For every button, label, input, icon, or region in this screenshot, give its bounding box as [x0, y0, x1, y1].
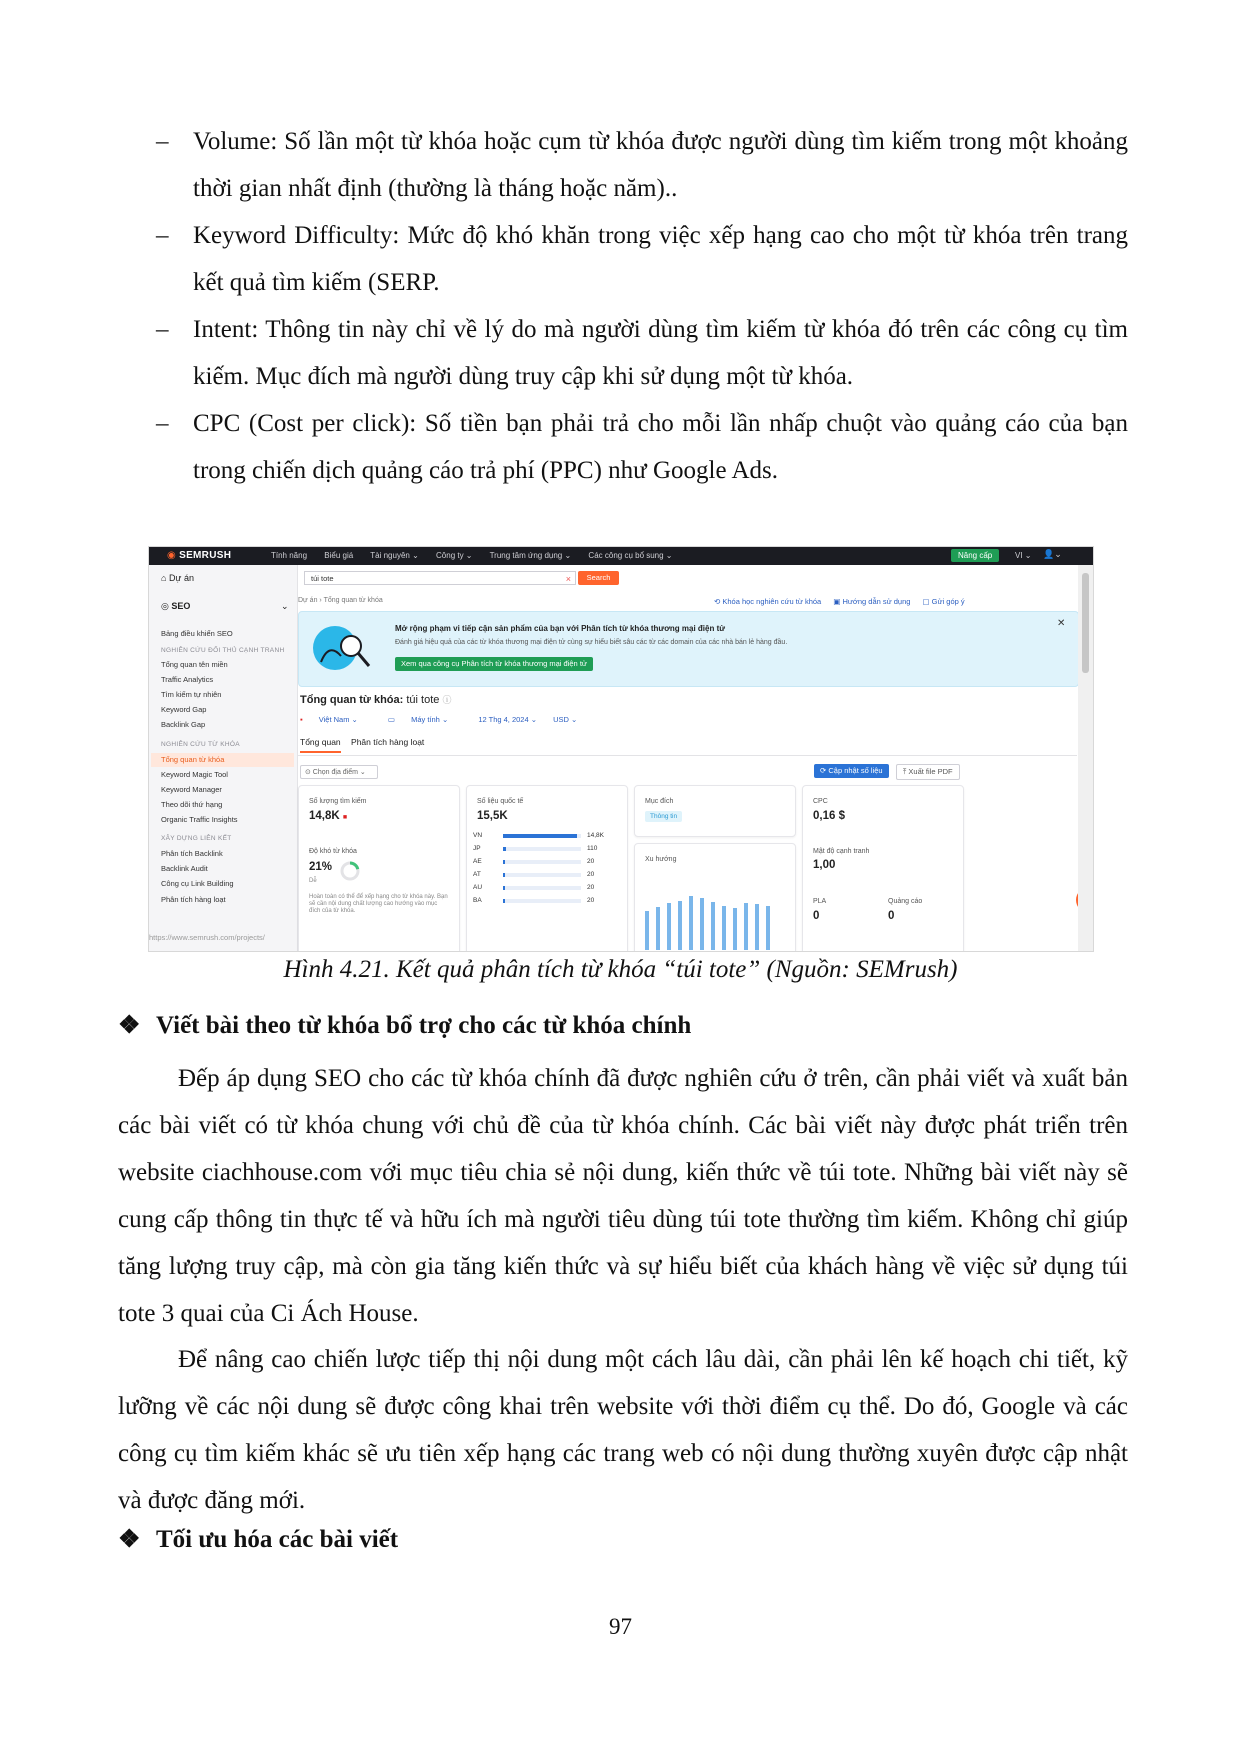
nav-features[interactable]: Tính năng: [271, 551, 308, 560]
scrollbar-thumb[interactable]: [1082, 573, 1089, 673]
trend-card: [634, 843, 796, 952]
country-bar-track: [503, 899, 581, 903]
diamond-bullet-icon: ❖: [118, 1012, 141, 1039]
divider: [298, 755, 1077, 756]
search-button[interactable]: Search: [578, 571, 619, 585]
trend-bar: [733, 908, 737, 950]
list-item-text: Volume: Số lần một từ khóa hoặc cụm từ khóa được người dùng tìm kiếm trong một khoảng thời gian nhất định (thường là tháng hoặc năm)..: [193, 128, 1128, 202]
competition-value: 1,00: [813, 859, 836, 871]
trend-bar: [645, 911, 649, 950]
volume-value: 14,8K ■: [309, 810, 348, 822]
definition-list: [118, 118, 1128, 494]
country-filter[interactable]: ▪ Việt Nam ⌄: [300, 715, 358, 724]
cpc-label: CPC: [813, 798, 828, 805]
sidebar-item[interactable]: Tìm kiếm tự nhiên: [161, 690, 222, 699]
monitor-icon: ▭: [387, 715, 398, 724]
trend-bar: [766, 906, 770, 950]
sidebar: [149, 565, 298, 951]
intent-badge: Thông tin: [645, 811, 682, 822]
cpc-value: 0,16 $: [813, 810, 845, 822]
list-item-text: CPC (Cost per click): Số tiền bạn phải trả cho mỗi lần nhấp chuột vào quảng cáo của bạn trong chiến dịch quảng cáo trả phí (PPC) như Google Ads.: [193, 410, 1128, 484]
section-heading: ❖ Tối ưu hóa các bài viết: [118, 1526, 399, 1553]
country-bar-track: [503, 873, 581, 877]
country-code: VN: [473, 832, 483, 839]
sidebar-item[interactable]: Công cụ Link Building: [161, 879, 234, 888]
nav-resources[interactable]: Tài nguyên ⌄: [370, 551, 419, 560]
country-bar-track: [503, 847, 581, 851]
semrush-logo[interactable]: ◉ SEMRUSH: [167, 550, 232, 561]
country-code: AE: [473, 858, 482, 865]
language-select[interactable]: VI ⌄: [1015, 551, 1032, 560]
list-item-text: Intent: Thông tin này chỉ về lý do mà người dùng tìm kiếm từ khóa đó trên các công cụ tìm kiếm. Mục đích mà người dùng truy cập khi sử dụng một từ khóa.: [193, 316, 1128, 390]
sidebar-item[interactable]: Phân tích Backlink: [161, 849, 223, 858]
nav-app-center[interactable]: Trung tâm ứng dụng ⌄: [489, 551, 572, 560]
figure-caption: Hình 4.21. Kết quả phân tích từ khóa “túi tote” (Nguồn: SEMrush): [283, 956, 958, 983]
trend-bar: [689, 896, 693, 950]
country-value: 110: [587, 845, 598, 852]
list-item: – Keyword Difficulty: Mức độ khó khăn trong việc xếp hạng cao cho một từ khóa trên trang kết quả tìm kiếm (SERP.: [156, 222, 1128, 296]
search-input[interactable]: túi tote ×: [304, 571, 576, 585]
top-nav: [271, 551, 688, 560]
intent-label: Mục đích: [645, 798, 674, 805]
paragraph: Đếp áp dụng SEO cho các từ khóa chính đã được nghiên cứu ở trên, cần phải viết và xuất bản các bài viết có từ khóa chung với chủ đề của từ khóa chính. Các bài viết này được phát triển trên website ciachhouse.com với mục tiêu chia sẻ nội dung, kiến thức về túi tote. Những bài viết này sẽ cung cấp thông tin thực tế và hữu ích mà người tiêu dùng túi tote thường tìm kiếm. Không chỉ giúp tăng lượng truy cập, mà còn gia tăng kiến thức và sự hiểu biết của khách hàng về việc sử dụng túi tote 3 quai của Ci Ách House.: [118, 1065, 1128, 1327]
kd-gauge-icon: [339, 860, 361, 882]
page-title: Tổng quan từ khóa: túi tote ⓘ: [300, 694, 452, 706]
country-bar: [503, 873, 505, 877]
country-bar: [503, 899, 505, 903]
page-number: 97: [609, 1614, 632, 1639]
trend-bar: [667, 903, 671, 950]
kd-description: Hoàn toàn có thể để xếp hạng cho từ khóa này. Bạn sẽ cần nội dung chất lượng cao hướng vào mục đích của từ khóa.: [309, 894, 448, 914]
guide-link[interactable]: ▣ Hướng dẫn sử dụng: [833, 597, 911, 606]
list-item: – Intent: Thông tin này chỉ về lý do mà người dùng tìm kiếm từ khóa đó trên các công cụ tìm kiếm. Mục đích mà người dùng truy cập khi sử dụng một từ khóa.: [156, 316, 1128, 390]
country-bar: [503, 886, 505, 890]
list-item: – Volume: Số lần một từ khóa hoặc cụm từ khóa được người dùng tìm kiếm trong một khoảng thời gian nhất định (thường là tháng hoặc năm)..: [156, 128, 1128, 202]
trend-bar: [744, 903, 748, 950]
banner-cta-button[interactable]: Xem qua công cụ Phân tích từ khóa thương mại điện tử: [395, 657, 593, 671]
update-metrics-button[interactable]: ⟳ Cập nhật số liệu: [814, 764, 889, 778]
country-value: 20: [587, 897, 595, 904]
breadcrumb[interactable]: Dự án › Tổng quan từ khóa: [298, 597, 383, 604]
filter-bar: [300, 715, 591, 724]
country-value: 14,8K: [587, 832, 604, 839]
flag-icon: ■: [342, 814, 348, 821]
sidebar-item[interactable]: Keyword Magic Tool: [161, 770, 228, 779]
banner-subtitle: Đánh giá hiệu quả của các từ khóa thương mại điện tử cùng sự hiểu biết sâu các từ các domain của các nhà bán lẻ hàng đầu.: [395, 639, 788, 646]
cpc-card: [802, 785, 964, 952]
country-code: JP: [473, 845, 481, 852]
trend-bar: [755, 904, 759, 950]
sidebar-item[interactable]: Keyword Gap: [161, 705, 207, 714]
paragraph: Để nâng cao chiến lược tiếp thị nội dung một cách lâu dài, cần phải lên kế hoạch chi tiết, kỹ lưỡng về các nội dung sẽ được công khai trên website với thời điểm cụ thể. Do đó, Google và các công cụ tìm kiếm khác sẽ ưu tiên xếp hạng các trang web có nội dung thường xuyên được cập nhật và được đăng mới.: [118, 1346, 1128, 1514]
device-filter[interactable]: ▭ Máy tính ⌄: [387, 715, 449, 724]
sidebar-item[interactable]: Traffic Analytics: [161, 675, 214, 684]
help-links: [714, 597, 975, 606]
kd-value: 21%: [309, 861, 333, 873]
promo-banner: [298, 611, 1079, 687]
tab-bulk-analysis[interactable]: Phân tích hàng loạt: [351, 737, 425, 747]
sidebar-item[interactable]: Theo dõi thứ hạng: [161, 800, 223, 809]
country-bar: [503, 834, 577, 838]
scrollbar[interactable]: [1078, 565, 1093, 951]
ads-label: Quảng cáo: [888, 898, 923, 905]
trend-label: Xu hướng: [645, 856, 677, 863]
sidebar-item[interactable]: Bảng điều khiển SEO: [161, 629, 233, 638]
semrush-screenshot: [148, 546, 1094, 952]
trend-bar: [656, 907, 660, 950]
country-bar: [503, 860, 505, 864]
home-icon: ⌂: [161, 573, 169, 583]
country-value: 20: [587, 884, 595, 891]
nav-extra-tools[interactable]: Các công cụ bổ sung ⌄: [588, 551, 673, 560]
kd-label: Độ khó từ khóa: [309, 848, 357, 855]
trend-bar: [678, 901, 682, 950]
sidebar-item-projects[interactable]: ⌂ Dự án: [161, 573, 194, 583]
trend-bar: [711, 902, 715, 950]
country-code: AT: [473, 871, 481, 878]
trend-bar: [722, 906, 726, 950]
nav-pricing[interactable]: Biểu giá: [324, 551, 354, 560]
sidebar-item[interactable]: Organic Traffic Insights: [161, 815, 238, 824]
list-item-text: Keyword Difficulty: Mức độ khó khăn trong việc xếp hạng cao cho một từ khóa trên trang kết quả tìm kiếm (SERP.: [193, 222, 1128, 296]
pla-label: PLA: [813, 898, 827, 905]
diamond-bullet-icon: ❖: [118, 1526, 141, 1553]
promo-illustration: [307, 622, 379, 674]
trend-bar: [700, 898, 704, 950]
feedback-link[interactable]: ▢ Gửi góp ý: [922, 597, 965, 606]
country-value: 20: [587, 858, 595, 865]
sidebar-item-keyword-overview[interactable]: Tổng quan từ khóa: [161, 755, 225, 764]
competition-label: Mật độ cạnh tranh: [813, 848, 870, 855]
volume-label: Số lượng tìm kiếm: [309, 798, 367, 805]
country-bar-track: [503, 860, 581, 864]
country-code: AU: [473, 884, 483, 891]
info-icon: ⓘ: [442, 695, 452, 705]
tab-bar: [300, 737, 424, 753]
nav-company[interactable]: Công ty ⌄: [436, 551, 473, 560]
country-bar: [503, 847, 506, 851]
sidebar-item[interactable]: Backlink Audit: [161, 864, 208, 873]
sidebar-item[interactable]: Backlink Gap: [161, 720, 206, 729]
seo-icon: ◎: [161, 601, 172, 611]
pla-value: 0: [813, 910, 820, 922]
flag-icon: ▪: [300, 715, 305, 724]
clear-icon[interactable]: ×: [565, 574, 571, 584]
country-value: 20: [587, 871, 595, 878]
top-nav-bar: [149, 547, 1093, 565]
volume-kd-card: [298, 785, 460, 952]
date-filter[interactable]: 12 Thg 4, 2024 ⌄: [478, 715, 538, 724]
sidebar-section-seo[interactable]: ◎ SEO ⌄: [161, 601, 289, 611]
section-heading: ❖ Viết bài theo từ khóa bổ trợ cho các từ khóa chính: [118, 1012, 692, 1039]
global-value: 15,5K: [477, 810, 508, 822]
sidebar-heading: NGHIÊN CỨU ĐỐI THỦ CẠNH TRANH: [161, 647, 285, 654]
upgrade-button[interactable]: Nâng cấp: [951, 549, 999, 562]
status-url: https://www.semrush.com/projects/: [149, 933, 265, 942]
list-item: – CPC (Cost per click): Số tiền bạn phải trả cho mỗi lần nhấp chuột vào quảng cáo của bạn trong chiến dịch quảng cáo trả phí (PPC) như Google Ads.: [156, 410, 1128, 484]
tab-overview[interactable]: Tổng quan: [300, 737, 341, 753]
country-bar-track: [503, 886, 581, 890]
export-pdf-button[interactable]: ⤒ Xuất file PDF: [896, 764, 960, 780]
user-menu-icon[interactable]: 👤⌄: [1043, 549, 1062, 559]
sidebar-item[interactable]: Keyword Manager: [161, 785, 222, 794]
ads-value: 0: [888, 910, 895, 922]
global-volume-card: [466, 785, 628, 952]
course-link[interactable]: ⟲ Khóa học nghiên cứu từ khóa: [714, 597, 822, 606]
banner-title: Mở rộng phạm vi tiếp cận sản phẩm của bạn với Phân tích từ khóa thương mại điện tử: [395, 624, 726, 633]
sidebar-item[interactable]: Phân tích hàng loạt: [161, 895, 226, 904]
intent-card: [634, 785, 796, 837]
sidebar-item[interactable]: Tổng quan tên miền: [161, 660, 228, 669]
country-code: BA: [473, 897, 482, 904]
global-label: Số liệu quốc tế: [477, 798, 524, 805]
location-select[interactable]: ⊙ Chọn địa điểm ⌄: [300, 765, 378, 779]
chevron-down-icon: ⌄: [281, 601, 289, 611]
main-content: [298, 565, 1078, 951]
sidebar-heading: XÂY DỰNG LIÊN KẾT: [161, 835, 232, 842]
currency-filter[interactable]: USD ⌄: [553, 715, 578, 724]
kd-level: Dễ: [309, 878, 317, 884]
sidebar-heading: NGHIÊN CỨU TỪ KHÓA: [161, 741, 240, 748]
close-icon[interactable]: ✕: [1057, 618, 1066, 629]
